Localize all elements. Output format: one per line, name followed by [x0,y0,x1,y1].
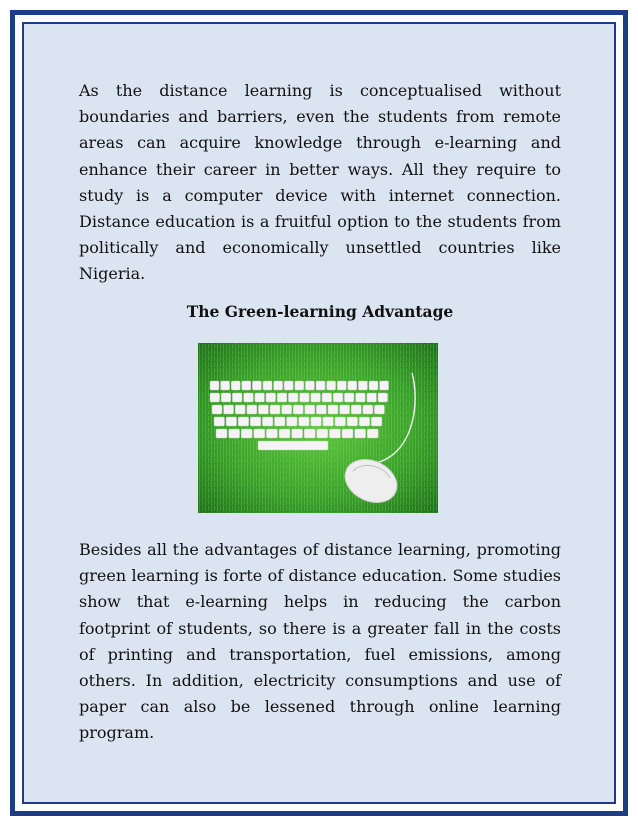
body-text-bottom [79,537,561,747]
body-text-top [79,78,561,288]
paragraph-green-learning: Besides all the advantages of distance learning, promoting green learning is forte of distance education. Some studies show that e-learning helps in reducing the carbon footprint of students, so there is a greater fall in the costs of printing and transportation, fuel emissions, among others. In addition, electricity consumptions and use of paper can also be lessened through online learning program. [79,540,561,743]
paragraph-intro: As the distance learning is conceptualised without boundaries and barriers, even the students from remote areas can acquire knowledge through e-learning and enhance their career in better ways. All they require to study is a computer device with internet connection. Distance education is a fruitful option to the students from politically and economically unsettled countries like Nigeria. [79,81,561,284]
green-keyboard-image [198,343,438,513]
section-heading: The Green-learning Advantage [186,302,454,321]
keyboard-on-grass-illustration [198,343,438,513]
